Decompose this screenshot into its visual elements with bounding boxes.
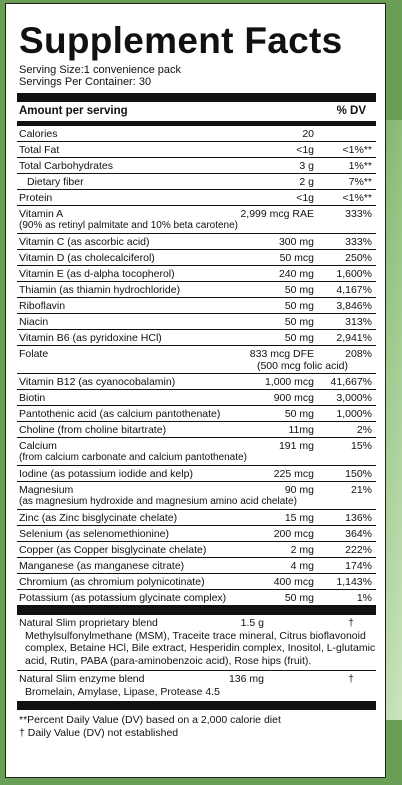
nutrient-amount: 20 [302,128,314,140]
nutrient-dv: 15% [350,440,372,452]
nutrient-dv: 250% [345,252,372,264]
footnote: **Percent Daily Value (DV) based on a 2,000 calorie diet [19,714,281,726]
nutrient-name: Manganese (as manganese citrate) [19,560,185,572]
nutrient-table [17,126,376,606]
nutrient-amount: 2,999 mcg RAE [240,208,314,220]
nutrient-row [17,466,376,482]
nutrient-row [17,314,376,330]
nutrient-amount: 50 mg [284,332,314,344]
nutrient-dv: 313% [345,316,372,328]
nutrient-row [17,142,376,158]
nutrient-amount: 1,000 mcg [264,376,314,388]
nutrient-dv: 2,941% [336,332,372,344]
nutrient-name: Choline (from choline bitartrate) [19,424,167,436]
nutrient-name: Calories [19,128,58,140]
footnote: † Daily Value (DV) not established [19,726,179,739]
nutrient-dv: 174% [345,560,372,572]
nutrient-amount: 50 mcg [279,252,314,264]
servings-per-container: Servings Per Container: 30 [19,76,152,88]
nutrient-name: Vitamin B12 (as cyanocobalamin) [19,376,176,388]
nutrient-dv: 21% [350,484,372,496]
nutrient-name: Vitamin C (as ascorbic acid) [19,236,150,248]
nutrient-row [17,206,376,234]
nutrient-name: Calcium [19,440,57,452]
blend-name: Natural Slim enzyme blend [19,673,145,685]
nutrient-dv: 222% [345,544,372,556]
nutrient-row [17,346,376,374]
nutrient-source: (as magnesium hydroxide and magnesium amino acid chelate) [19,496,297,507]
blend-dagger: † [348,617,354,629]
nutrient-row [17,266,376,282]
nutrient-row [17,422,376,438]
blend-row [17,615,376,671]
nutrient-name: Pantothenic acid (as calcium pantothenate) [19,408,221,420]
nutrient-name: Total Carbohydrates [19,160,113,172]
blend-name: Natural Slim proprietary blend [19,617,158,629]
nutrient-amount: 4 mg [290,560,314,572]
nutrient-name: Vitamin D (as cholecalciferol) [19,252,155,264]
supplement-facts-panel [5,3,386,778]
nutrient-dv: 2% [356,424,372,436]
nutrient-amount: 2 g [299,176,314,188]
nutrient-row [17,374,376,390]
nutrient-amount: 90 mg [284,484,314,496]
nutrient-amount: 3 g [299,160,314,172]
nutrient-dv: 4,167% [336,284,372,296]
divider-thick [17,93,376,102]
nutrient-amount: 50 mg [284,316,314,328]
nutrient-name: Niacin [19,316,49,328]
nutrient-amount: 50 mg [284,592,314,604]
nutrient-dv: <1%** [342,192,372,204]
blend-dagger: † [348,673,354,685]
nutrient-row [17,126,376,142]
nutrient-name: Iodine (as potassium iodide and kelp) [19,468,193,480]
blend-section [17,615,376,701]
nutrient-row [17,298,376,314]
blend-ingredients: Methylsulfonylmethane (MSM), Traceite trace mineral, Citrus bioflavonoid complex, Betaine HCl, Bile extract, Hesperidin complex, Inositol, L-glutamic acid, Rutin, PABA (para-aminobenzoic acid), Rose hips (fruit). [25,629,376,667]
blend-amount: 1.5 g [240,617,264,629]
nutrient-name: Potassium (as potassium glycinate complex) [19,592,227,604]
nutrient-dv: 333% [345,236,372,248]
nutrient-dv: 3,000% [336,392,372,404]
footnotes [17,710,376,739]
nutrient-source: (90% as retinyl palmitate and 10% beta carotene) [19,220,239,231]
nutrient-dv: 208% [345,348,372,360]
nutrient-amount-detail: (500 mcg folic acid) [256,360,348,372]
nutrient-amount: 11mg [288,424,314,436]
nutrient-dv: 150% [345,468,372,480]
nutrient-dv: 136% [345,512,372,524]
nutrient-name: Selenium (as selenomethionine) [19,528,169,540]
nutrient-name: Riboflavin [19,300,66,312]
nutrient-amount: <1g [296,144,314,156]
nutrient-name: Total Fat [19,144,60,156]
nutrient-dv: 1,143% [336,576,372,588]
nutrient-name: Vitamin B6 (as pyridoxine HCl) [19,332,162,344]
nutrient-amount: 191 mg [278,440,314,452]
nutrient-row [17,158,376,174]
nutrient-dv: 7%** [348,176,372,188]
nutrient-dv: 1,600% [336,268,372,280]
nutrient-name: Protein [19,192,53,204]
nutrient-name: Dietary fiber [27,176,84,188]
nutrient-row [17,190,376,206]
nutrient-dv: 333% [345,208,372,220]
nutrient-name: Copper (as Copper bisglycinate chelate) [19,544,207,556]
nutrient-name: Vitamin E (as d-alpha tocopherol) [19,268,175,280]
nutrient-name: Magnesium [19,484,74,496]
blend-row [17,671,376,701]
nutrient-row [17,174,376,190]
nutrient-dv: <1%** [342,144,372,156]
nutrient-row [17,482,376,510]
nutrient-dv: 1,000% [336,408,372,420]
nutrient-name: Chromium (as chromium polynicotinate) [19,576,205,588]
nutrient-row [17,542,376,558]
nutrient-row [17,234,376,250]
panel-title: Supplement Facts [19,20,343,61]
nutrient-amount: <1g [296,192,314,204]
nutrient-amount: 300 mg [278,236,314,248]
nutrient-row [17,526,376,542]
nutrient-amount: 50 mg [284,284,314,296]
nutrient-name: Vitamin A [19,208,64,220]
nutrient-amount: 833 mcg DFE [249,348,314,360]
nutrient-name: Zinc (as Zinc bisglycinate chelate) [19,512,178,524]
nutrient-row [17,282,376,298]
divider-thick [17,701,376,710]
nutrient-row [17,574,376,590]
amount-header: Amount per serving [19,105,128,117]
column-header [17,102,376,126]
nutrient-amount: 50 mg [284,408,314,420]
nutrient-row [17,406,376,422]
nutrient-amount: 240 mg [278,268,314,280]
nutrient-amount: 50 mg [284,300,314,312]
nutrient-amount: 2 mg [290,544,314,556]
nutrient-dv: 1% [356,592,372,604]
serving-size: Serving Size:1 convenience pack [19,64,182,76]
nutrient-amount: 200 mcg [273,528,314,540]
blend-amount: 136 mg [228,673,264,685]
nutrient-amount: 400 mcg [273,576,314,588]
nutrient-name: Biotin [19,392,46,404]
nutrient-row [17,558,376,574]
nutrient-row [17,438,376,466]
nutrient-amount: 15 mg [284,512,314,524]
divider-thick [17,606,376,615]
dv-header: % DV [336,105,366,117]
nutrient-amount: 225 mcg [273,468,314,480]
nutrient-row [17,390,376,406]
blend-ingredients: Bromelain, Amylase, Lipase, Protease 4.5 [25,685,220,698]
nutrient-dv: 364% [345,528,372,540]
nutrient-name: Folate [19,348,49,360]
nutrient-dv: 3,846% [336,300,372,312]
nutrient-name: Thiamin (as thiamin hydrochloride) [19,284,181,296]
nutrient-row [17,510,376,526]
nutrient-amount: 900 mcg [273,392,314,404]
nutrient-row [17,250,376,266]
nutrient-source: (from calcium carbonate and calcium pantothenate) [19,452,247,463]
nutrient-dv: 41,667% [330,376,372,388]
nutrient-row [17,330,376,346]
nutrient-row [17,590,376,606]
nutrient-dv: 1%** [348,160,372,172]
